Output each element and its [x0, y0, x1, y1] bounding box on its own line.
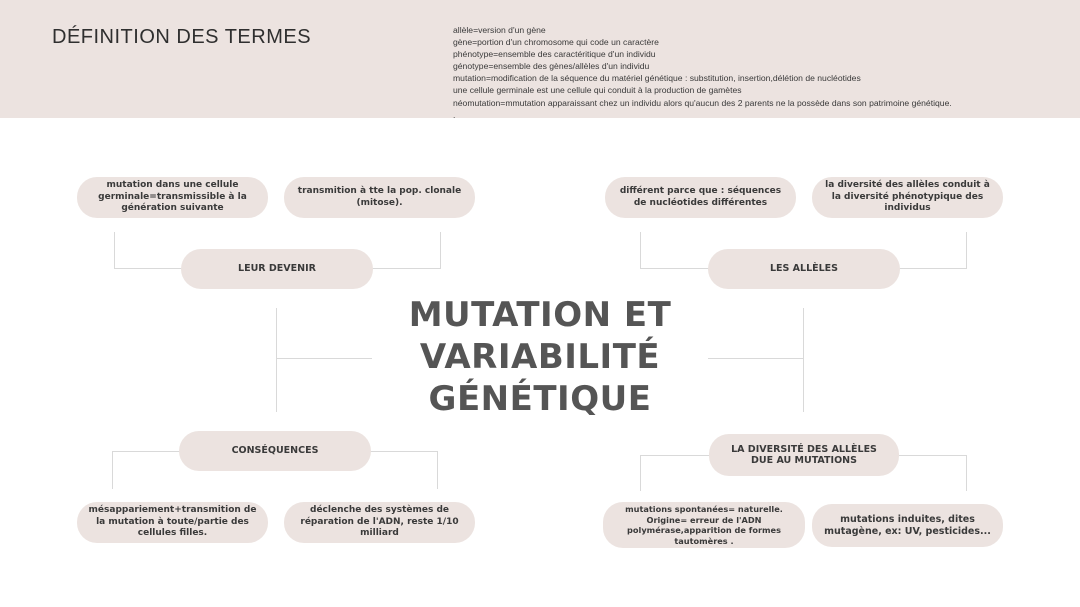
- node-consequences-item-1: [77, 502, 268, 543]
- central-topic-title: MUTATION ET VARIABILITÉ GÉNÉTIQUE: [408, 295, 672, 419]
- definition-item: phénotype=ensemble des caractéritique d'un individu: [453, 49, 656, 60]
- connector-line: [966, 455, 967, 491]
- node-leur-devenir-item-1: [77, 177, 268, 218]
- node-text: mutation dans une cellule germinale=transmissible à la génération suivante: [98, 180, 247, 214]
- definition-item: génotype=ensemble des gènes/allèles d'un individu: [453, 61, 650, 72]
- node-consequences-item-2: [284, 502, 475, 543]
- connector-line: [372, 268, 441, 269]
- definition-item: gène=portion d'un chromosome qui code un caractère: [453, 37, 659, 48]
- branch-diversite-mutations: [709, 434, 899, 476]
- definition-item: mutation=modification de la séquence du matériel génétique : substitution, insertion,délétion de nucléotides: [453, 73, 861, 84]
- node-diversite-mutations-item-1: [603, 502, 805, 548]
- connector-line: [803, 308, 804, 412]
- node-text: mésappariement+transmition de la mutation à toute/partie des cellules filles.: [88, 505, 257, 539]
- definition-item: .: [453, 109, 456, 120]
- connector-line: [114, 268, 182, 269]
- node-diversite-mutations-item-2: [812, 504, 1003, 547]
- node-les-alleles-item-2: [812, 177, 1003, 218]
- node-text: mutations spontanées= naturelle. Origine= erreur de l'ADN polymérase,apparition de formes tautomères .: [625, 504, 783, 546]
- node-text: déclenche des systèmes de réparation de l'ADN, reste 1/10 milliard: [300, 505, 459, 539]
- node-text: transmition à tte la pop. clonale (mitose).: [297, 186, 462, 208]
- connector-line: [114, 232, 115, 269]
- connector-line: [640, 455, 710, 456]
- node-text: différent parce que : séquences de nucléotides différentes: [619, 186, 782, 208]
- branch-label: CONSÉQUENCES: [231, 445, 319, 457]
- node-les-alleles-item-1: [605, 177, 796, 218]
- connector-line: [640, 455, 641, 491]
- connector-line: [276, 308, 277, 412]
- branch-les-alleles: [708, 249, 900, 289]
- definitions-header: [0, 0, 1080, 118]
- branch-label: LES ALLÈLES: [769, 263, 839, 275]
- connector-line: [640, 232, 641, 269]
- connector-line: [899, 268, 967, 269]
- definition-item: allèle=version d'un gène: [453, 25, 546, 35]
- node-text: la diversité des allèles conduit à la diversité phénotypique des individus: [825, 180, 990, 214]
- connector-line: [708, 358, 804, 359]
- definition-item: une cellule germinale est une cellule qui conduit à la production de gamètes: [453, 85, 742, 96]
- branch-consequences: [179, 431, 371, 471]
- definitions-list: [453, 24, 1053, 121]
- branch-label: LEUR DEVENIR: [238, 263, 316, 275]
- definition-item: néomutation=mmutation apparaissant chez un individu alors qu'aucun des 2 parents ne la possède dans son patrimoine génétique.: [453, 97, 952, 108]
- connector-line: [640, 268, 709, 269]
- connector-line: [112, 451, 180, 452]
- connector-line: [276, 358, 372, 359]
- connector-line: [370, 451, 438, 452]
- branch-label: LA DIVERSITÉ DES ALLÈLES DUE AU MUTATIONS: [731, 443, 877, 466]
- connector-line: [966, 232, 967, 269]
- connector-line: [112, 451, 113, 489]
- node-leur-devenir-item-2: [284, 177, 475, 218]
- branch-leur-devenir: [181, 249, 373, 289]
- node-text: mutations induites, dites mutagène, ex: UV, pesticides...: [824, 513, 991, 537]
- connector-line: [437, 451, 438, 489]
- definitions-title: DÉFINITION DES TERMES: [52, 26, 312, 48]
- connector-line: [898, 455, 967, 456]
- connector-line: [440, 232, 441, 269]
